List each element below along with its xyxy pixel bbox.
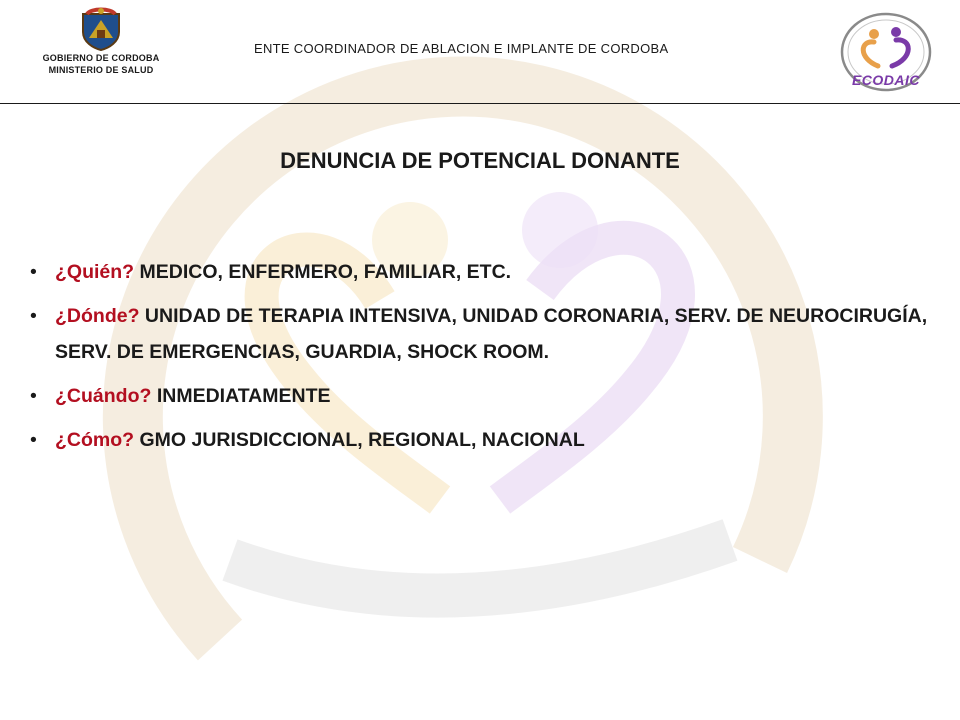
list-item (30, 298, 930, 370)
slide-header (0, 0, 960, 104)
question-where: ¿Dónde? (55, 305, 140, 327)
bullet-list (30, 254, 930, 466)
answer-where: UNIDAD DE TERAPIA INTENSIVA, UNIDAD CORONARIA, SERV. DE NEUROCIRUGÍA, SERV. DE EMERGENCIAS, GUARDIA, SHOCK ROOM. (55, 305, 928, 363)
bullet-dot: • (30, 385, 37, 407)
ecodaic-logo-text: ECODAIC (851, 72, 921, 88)
question-when: ¿Cuándo? (55, 385, 152, 407)
cordoba-crest-icon (79, 6, 123, 52)
government-name: GOBIERNO DE CORDOBA (42, 53, 160, 63)
header-title: ENTE COORDINADOR DE ABLACION E IMPLANTE DE CORDOBA (254, 41, 669, 56)
question-who: ¿Quién? (55, 261, 135, 283)
answer-when: INMEDIATAMENTE (151, 385, 331, 407)
ecodaic-logo (838, 10, 934, 100)
list-item (30, 378, 930, 414)
bullet-dot: • (30, 305, 37, 327)
answer-how: GMO JURISDICCIONAL, REGIONAL, NACIONAL (134, 429, 585, 451)
header-divider (0, 103, 960, 104)
slide-title: DENUNCIA DE POTENCIAL DONANTE (280, 148, 680, 173)
bullet-dot: • (30, 429, 37, 451)
list-item (30, 254, 930, 290)
answer-who: MEDICO, ENFERMERO, FAMILIAR, ETC. (134, 261, 512, 283)
ministry-name: MINISTERIO DE SALUD (48, 65, 154, 75)
question-how: ¿Cómo? (55, 429, 135, 451)
government-block (26, 6, 176, 76)
list-item (30, 422, 930, 458)
bullet-dot: • (30, 261, 37, 283)
